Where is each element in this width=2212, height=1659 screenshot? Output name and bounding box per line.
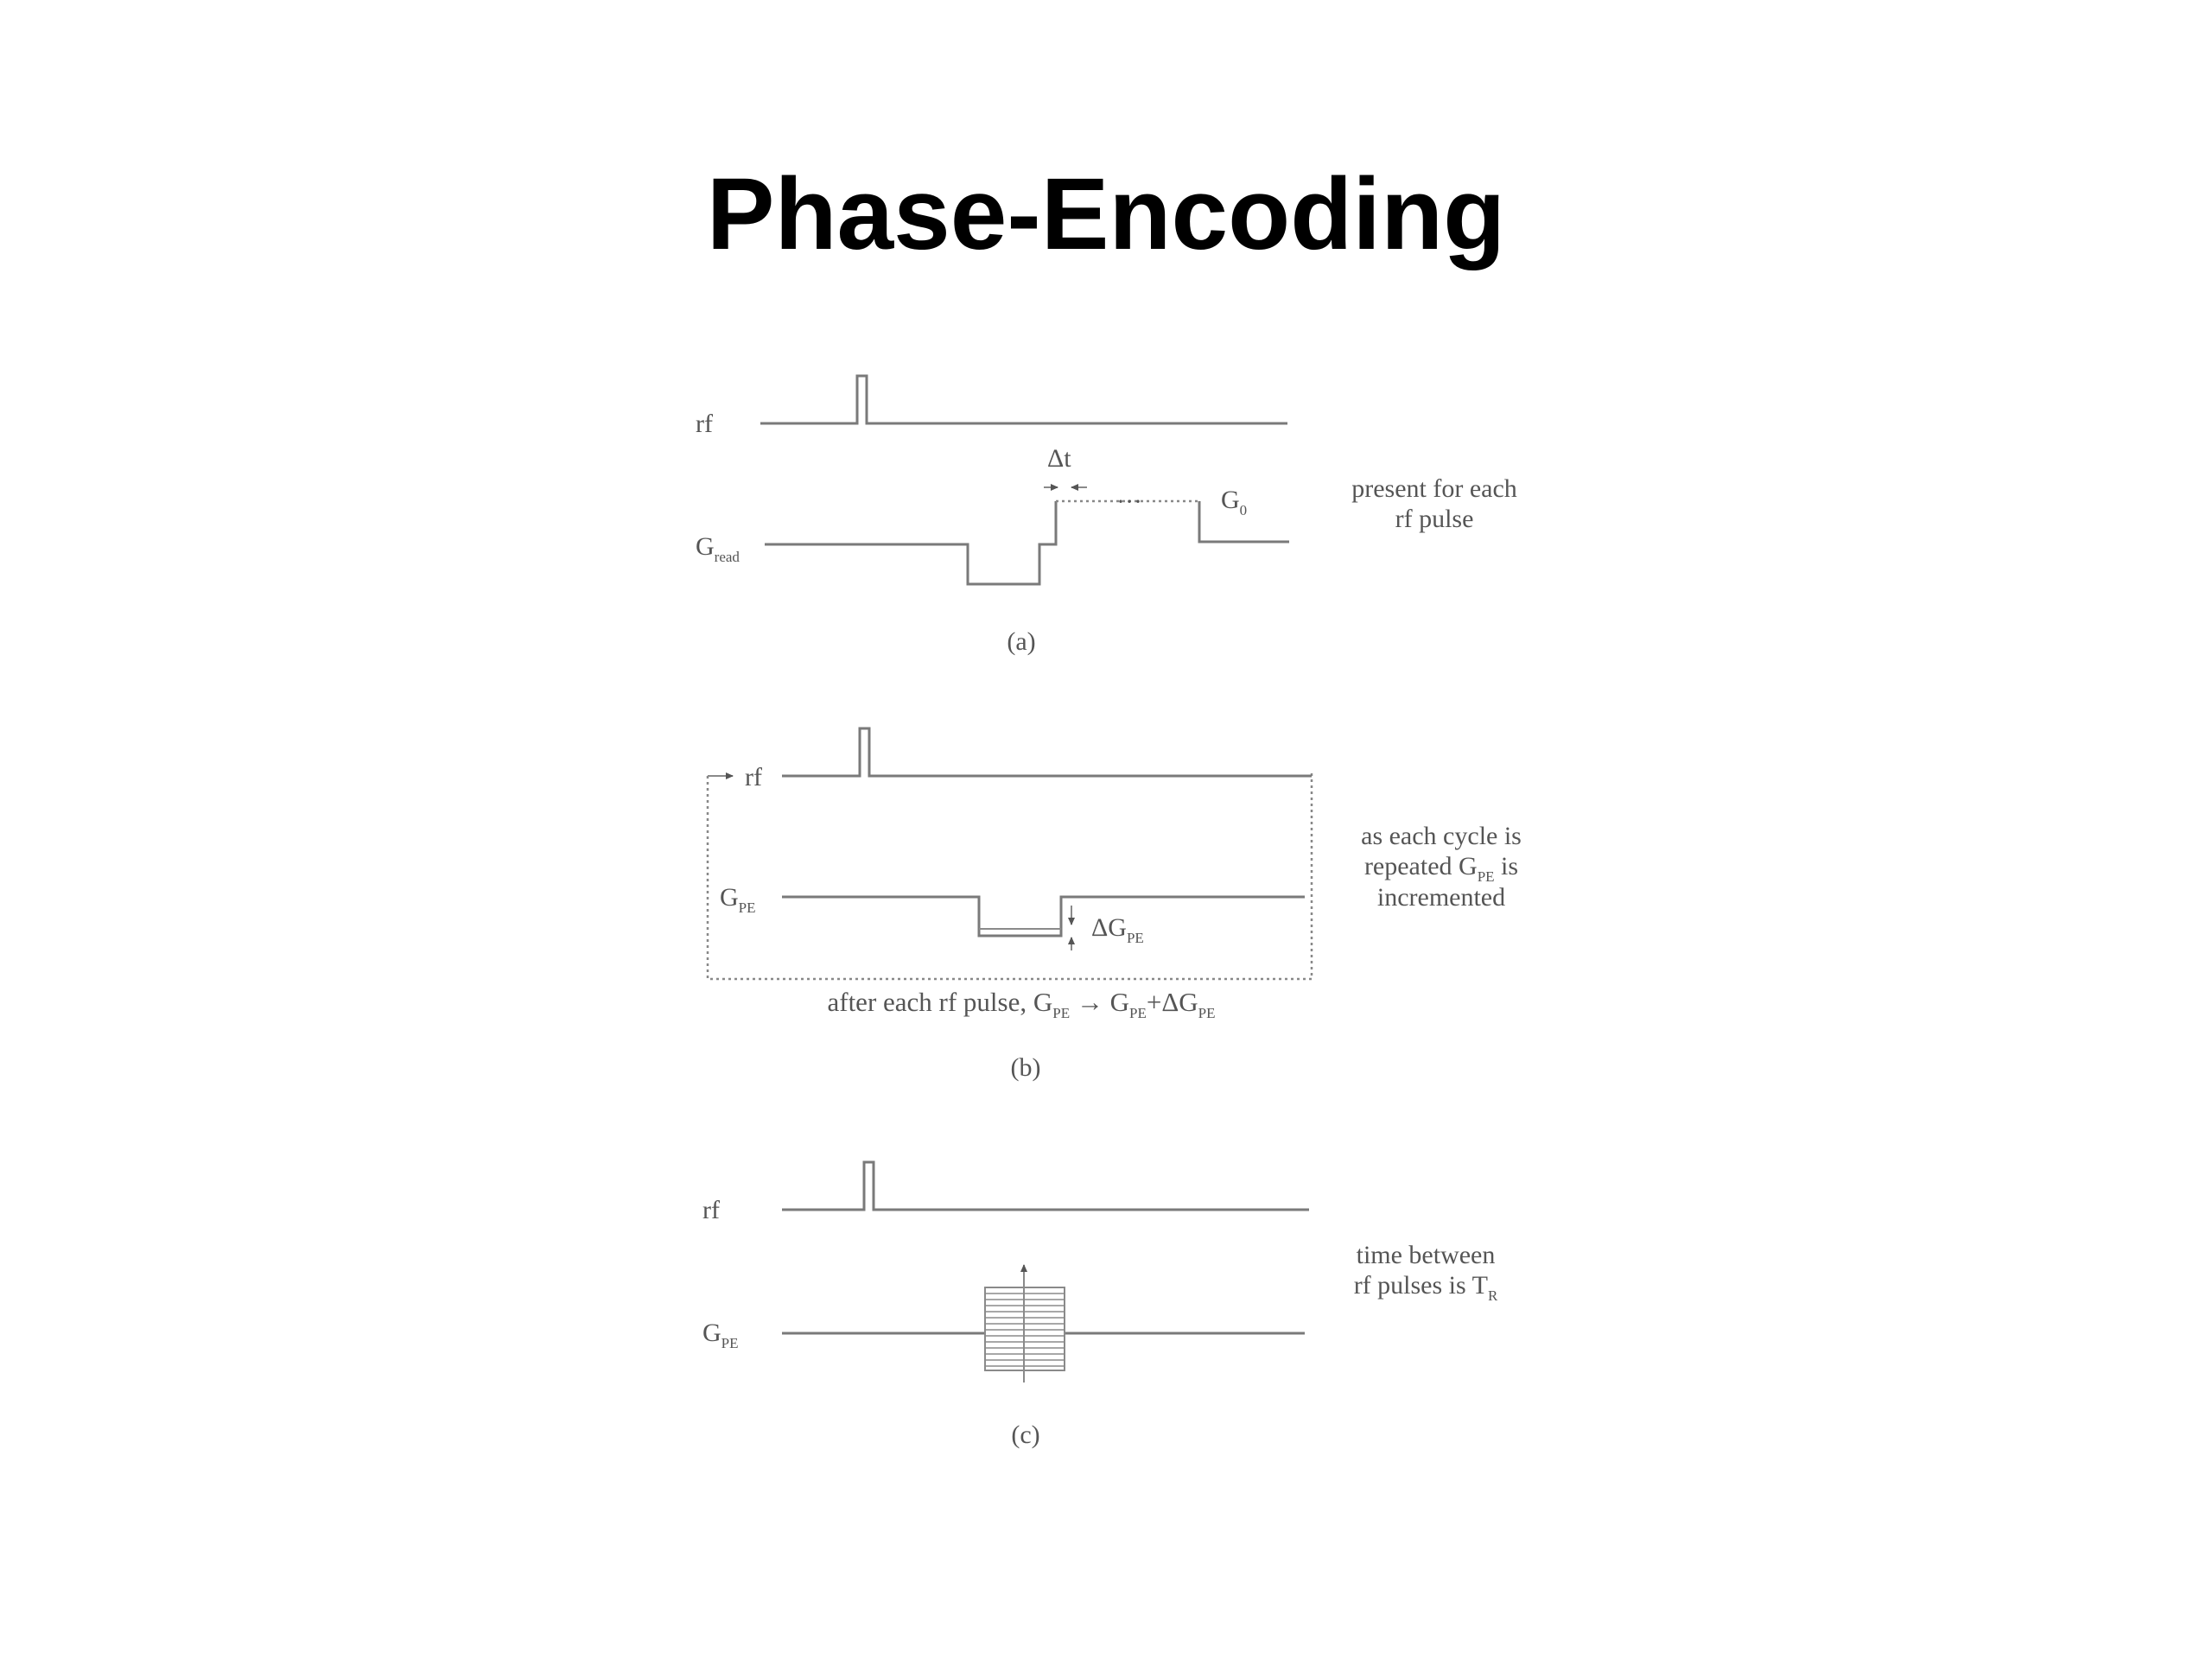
panel-a-dots: ··· bbox=[1116, 487, 1142, 516]
panel-a-delta-t: Δt bbox=[1047, 444, 1071, 473]
panel-b-note-line3: incremented bbox=[1376, 883, 1506, 912]
panel-a-g0-label: $G_0$ bbox=[1221, 486, 1248, 518]
panel-c-note-line1: time between bbox=[1356, 1241, 1496, 1269]
panel-a-note-line2: rf pulse bbox=[1395, 505, 1474, 533]
panel-b-loop-box bbox=[708, 773, 1312, 979]
panel-a-rf-label: rf bbox=[696, 410, 713, 438]
panel-b-delta-label: $\Delta G_{PE}$ bbox=[1091, 913, 1144, 946]
panel-a-rf-trace bbox=[760, 376, 1287, 423]
panel-b-loop-text: after each rf pulse, $G_{PE} \to G_{PE}+\Delta G_{PE}$ bbox=[827, 987, 1216, 1021]
panel-b bbox=[708, 728, 1522, 1082]
panel-b-caption: (b) bbox=[1010, 1053, 1041, 1082]
panel-b-note-line2: repeated $G_{PE}$ is bbox=[1363, 852, 1519, 885]
slide-title: Phase-Encoding bbox=[706, 157, 1506, 271]
panel-c-note-line2: rf pulses is $T_R$ bbox=[1353, 1271, 1498, 1304]
panel-c bbox=[702, 1162, 1498, 1449]
panel-b-gpe-trace bbox=[782, 897, 1305, 936]
panel-a bbox=[696, 376, 1517, 656]
panel-b-gpe-label: $G_{PE}$ bbox=[720, 883, 756, 916]
panel-c-rf-trace bbox=[782, 1162, 1309, 1210]
panel-c-caption: (c) bbox=[1011, 1421, 1040, 1449]
panel-b-rf-label: rf bbox=[745, 763, 762, 791]
panel-a-caption: (a) bbox=[1007, 627, 1036, 656]
panel-c-gpe-label: $G_{PE}$ bbox=[702, 1319, 739, 1351]
panel-b-note-line1: as each cycle is bbox=[1361, 822, 1522, 850]
panel-a-gread-trace bbox=[765, 501, 1056, 584]
panel-b-rf-trace bbox=[782, 728, 1312, 776]
panel-a-gread-label: $G_{read}$ bbox=[696, 532, 740, 565]
panel-a-note-line1: present for each bbox=[1351, 474, 1517, 503]
panel-c-rf-label: rf bbox=[702, 1196, 720, 1224]
